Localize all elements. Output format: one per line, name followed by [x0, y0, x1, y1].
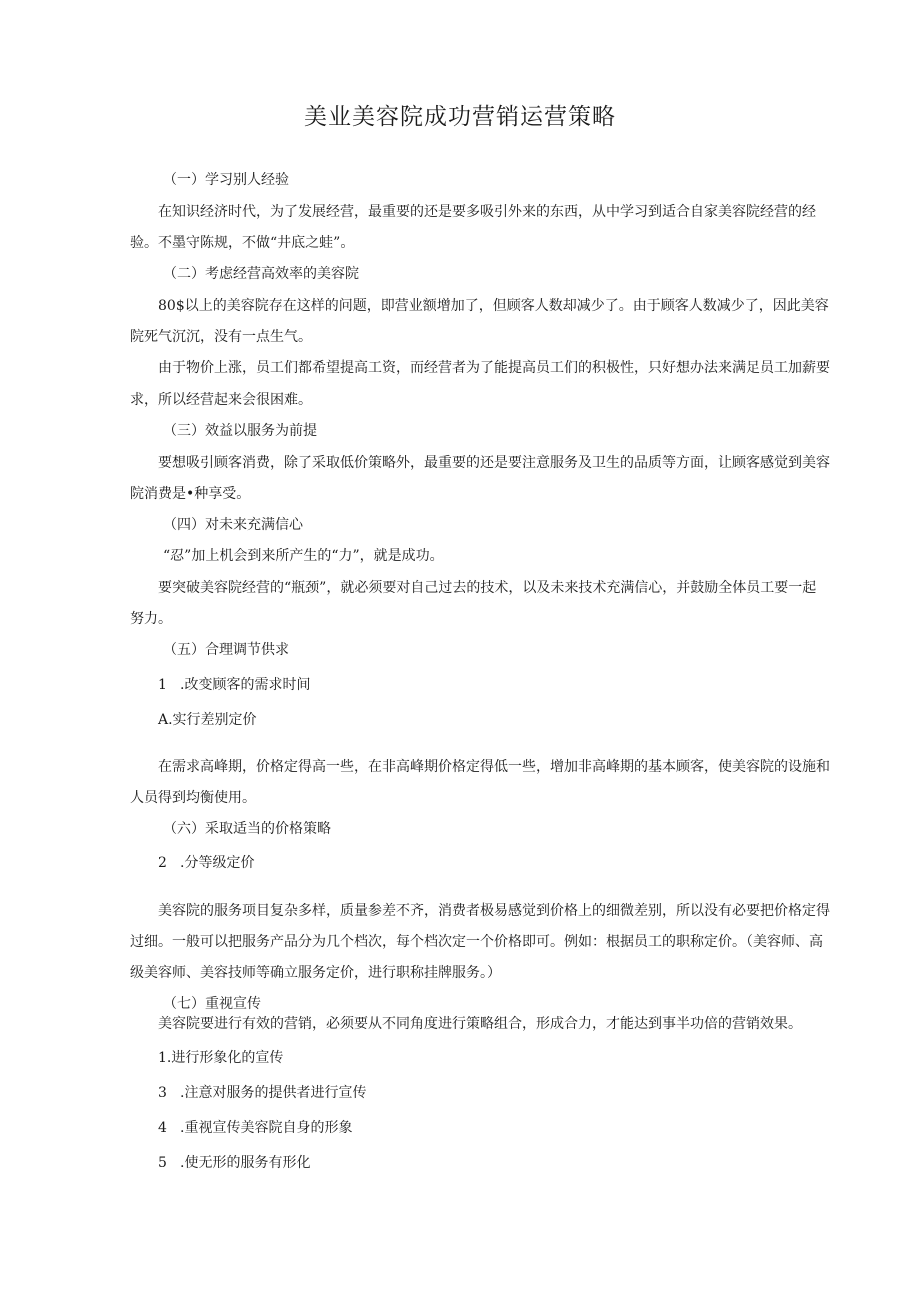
paragraph-line: 验。不墨守陈规，不做“井底之蛙”。: [130, 235, 355, 251]
numbered-item: [158, 675, 310, 695]
item-text: .改变顾客的需求时间: [180, 677, 311, 693]
paragraph-line: 美容院的服务项目复杂多样，质量参差不齐，消费者极易感觉到价格上的细微差别，所以没有必要把价格定得: [158, 903, 830, 919]
paragraph-line: 人员得到均衡使用。: [130, 790, 256, 806]
item-number: 2: [158, 855, 167, 871]
section-heading-7: （七）重视宣传: [163, 996, 261, 1012]
paragraph-line: “忍”加上机会到来所产生的“力”，就是成功。: [163, 548, 444, 564]
item-number: 4: [158, 1120, 167, 1136]
paragraph-line: 院消费是•种享受。: [130, 486, 251, 502]
section-heading-4: （四）对未来充满信心: [163, 517, 303, 533]
paragraph-line: 要突破美容院经营的“瓶颈”，就必须要对自己过去的技术，以及未来技术充满信心，并鼓励全体员工要一起: [158, 580, 817, 596]
paragraph-line: 求，所以经营起来会很困难。: [130, 392, 312, 408]
section-heading-3: （三）效益以服务为前提: [163, 423, 317, 439]
paragraph-line: 由于物价上涨，员工们都希望提高工资，而经营者为了能提高员工们的积极性，只好想办法来满足员工加薪要: [158, 360, 830, 376]
numbered-item: [158, 1153, 310, 1173]
paragraph-line: 努力。: [130, 611, 172, 627]
paragraph-line: 级美容师、美容技师等确立服务定价，进行职称挂牌服务。）: [130, 965, 501, 981]
item-text: .重视宣传美容院自身的形象: [180, 1120, 353, 1136]
paragraph-line: 院死气沉沉，没有一点生气。: [130, 329, 312, 345]
item-number: 1: [158, 677, 167, 693]
paragraph-line: 过细。一般可以把服务产品分为几个档次，每个档次定一个价格即可。例如：根据员工的职称定价。（美容师、高: [130, 934, 823, 950]
section-heading-1: （一）学习别人经验: [163, 172, 289, 188]
paragraph-line: 在需求高峰期，价格定得高一些，在非高峰期价格定得低一些，增加非高峰期的基本顾客，使美容院的设施和: [158, 759, 830, 775]
numbered-item: [158, 853, 254, 873]
item-number: 3: [158, 1085, 167, 1101]
item-text: .分等级定价: [180, 855, 255, 871]
section-heading-6: （六）采取适当的价格策略: [163, 821, 331, 837]
numbered-item: [158, 1118, 352, 1138]
section-heading-5: （五）合理调节供求: [163, 642, 289, 658]
item-number: 5: [158, 1155, 167, 1171]
paragraph-line: 80$以上的美容院存在这样的问题，即营业额增加了，但顾客人数却减少了。由于顾客人数减少了，因此美容: [158, 298, 829, 314]
section-heading-2: （二）考虑经营高效率的美容院: [163, 266, 359, 282]
paragraph-line: 美容院要进行有效的营销，必须要从不同角度进行策略组合，形成合力，才能达到事半功倍的营销效果。: [158, 1016, 802, 1032]
paragraph-line: 在知识经济时代，为了发展经营，最重要的还是要多吸引外来的东西，从中学习到适合自家美容院经营的经: [158, 204, 816, 220]
numbered-item: [158, 1083, 366, 1103]
document-title: 美业美容院成功营销运营策略: [304, 104, 616, 130]
paragraph-line: 要想吸引顾客消费，除了采取低价策略外，最重要的还是要注意服务及卫生的品质等方面，让顾客感觉到美容: [158, 455, 830, 471]
item-text: .使无形的服务有形化: [180, 1155, 311, 1171]
item-text: .注意对服务的提供者进行宣传: [180, 1085, 367, 1101]
numbered-item: 1.进行形象化的宣传: [158, 1050, 284, 1066]
sub-item: A.实行差别定价: [158, 712, 257, 728]
